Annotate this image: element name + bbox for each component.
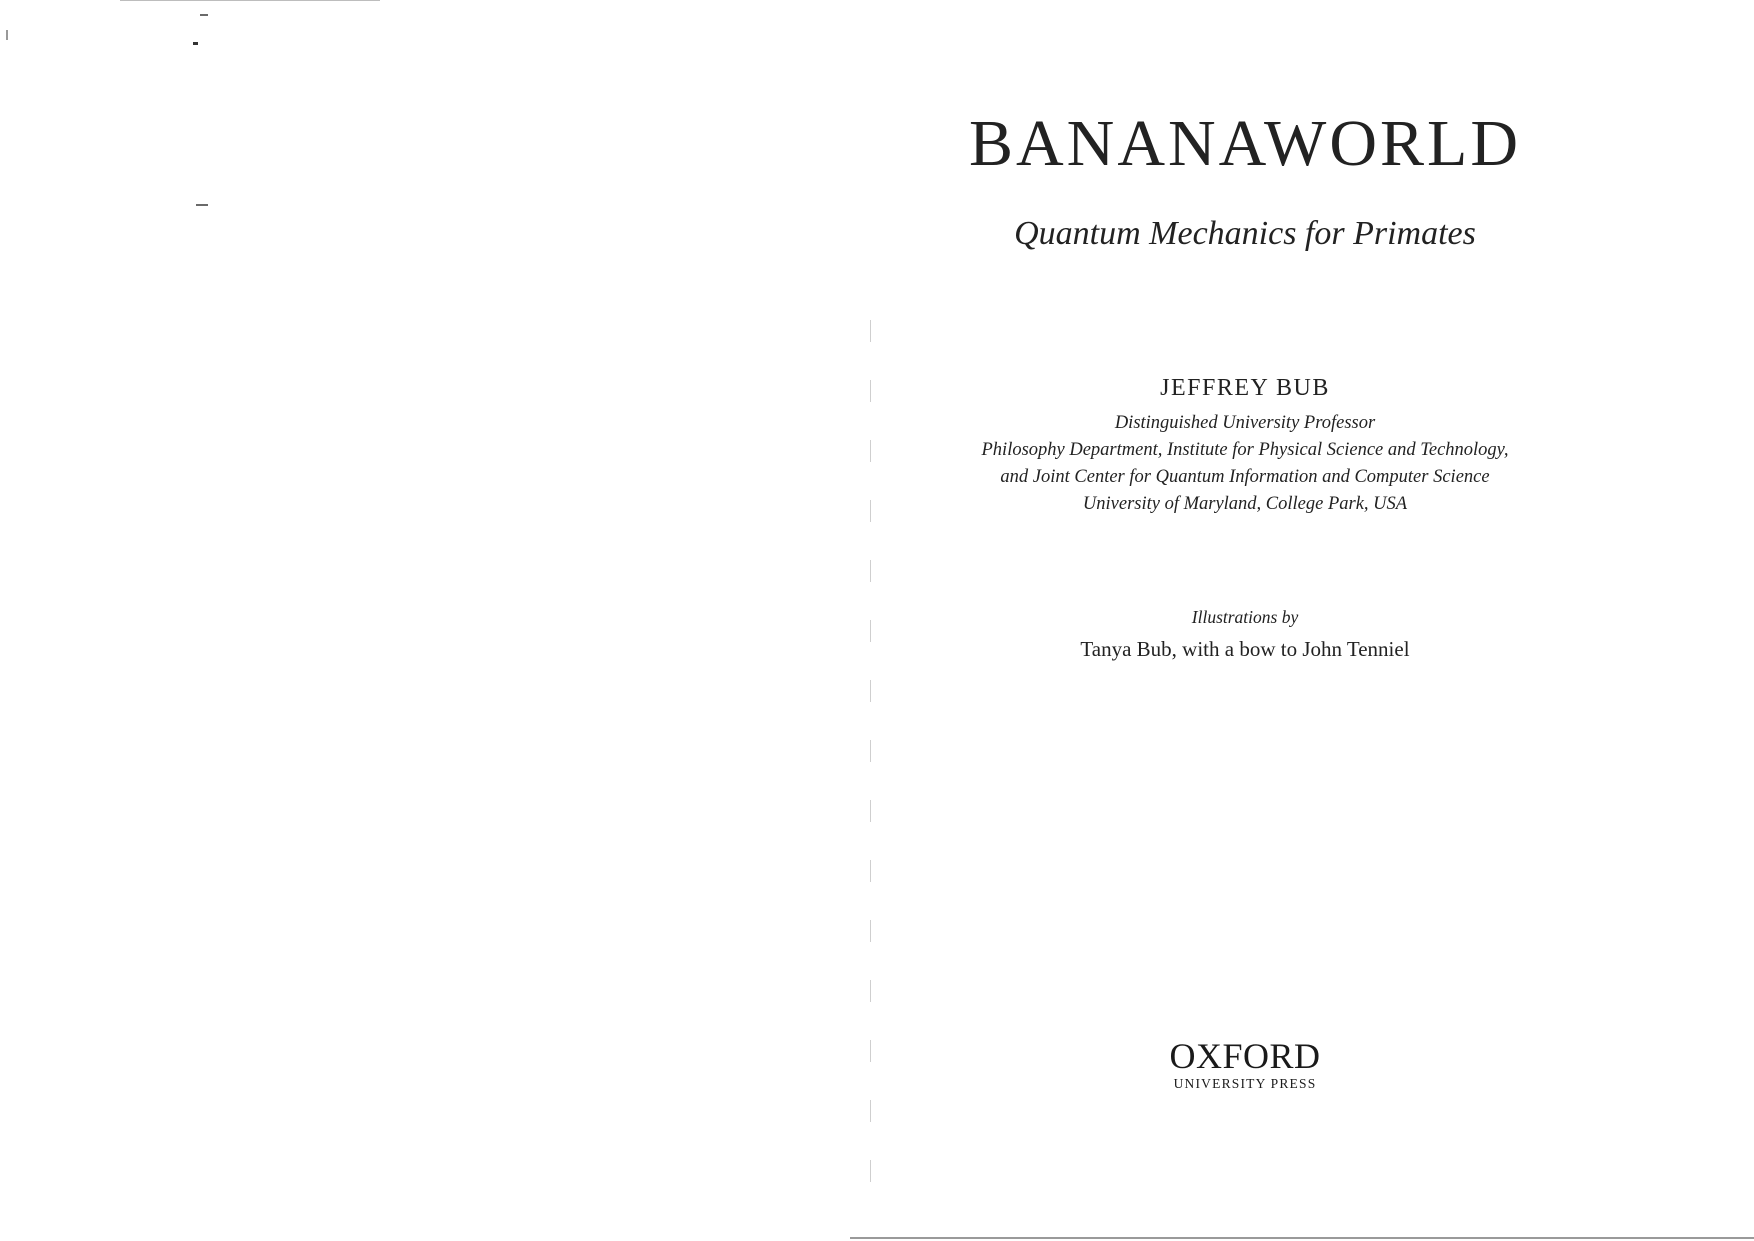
publisher-logo — [880, 1036, 1610, 1093]
scan-speck — [193, 42, 198, 45]
affiliation-line: Distinguished University Professor — [1114, 413, 1376, 433]
illustrator-credit: Tanya Bub, with a bow to John Tenniel — [1080, 637, 1410, 661]
author-affiliation — [880, 410, 1610, 518]
affiliation-line: and Joint Center for Quantum Information and Computer Science — [1000, 467, 1490, 487]
scan-speck — [200, 14, 208, 16]
illustrations-label: Illustrations by — [1191, 607, 1299, 627]
author-name: JEFFREY BUB — [1160, 375, 1330, 401]
publisher-subtitle: UNIVERSITY PRESS — [1173, 1076, 1317, 1091]
page-gutter — [870, 320, 871, 1220]
affiliation-line: Philosophy Department, Institute for Physical Science and Technology, — [981, 440, 1509, 460]
title-page — [880, 0, 1610, 1241]
book-title: BANANAWORLD — [968, 107, 1521, 180]
scan-speck — [196, 204, 208, 206]
blank-left-page — [0, 0, 868, 1241]
scan-edge-line — [120, 0, 380, 1]
affiliation-line: University of Maryland, College Park, USA — [1082, 494, 1408, 514]
scan-speck — [6, 30, 8, 40]
book-subtitle: Quantum Mechanics for Primates — [1014, 215, 1476, 252]
publisher-name: OXFORD — [1169, 1036, 1321, 1076]
